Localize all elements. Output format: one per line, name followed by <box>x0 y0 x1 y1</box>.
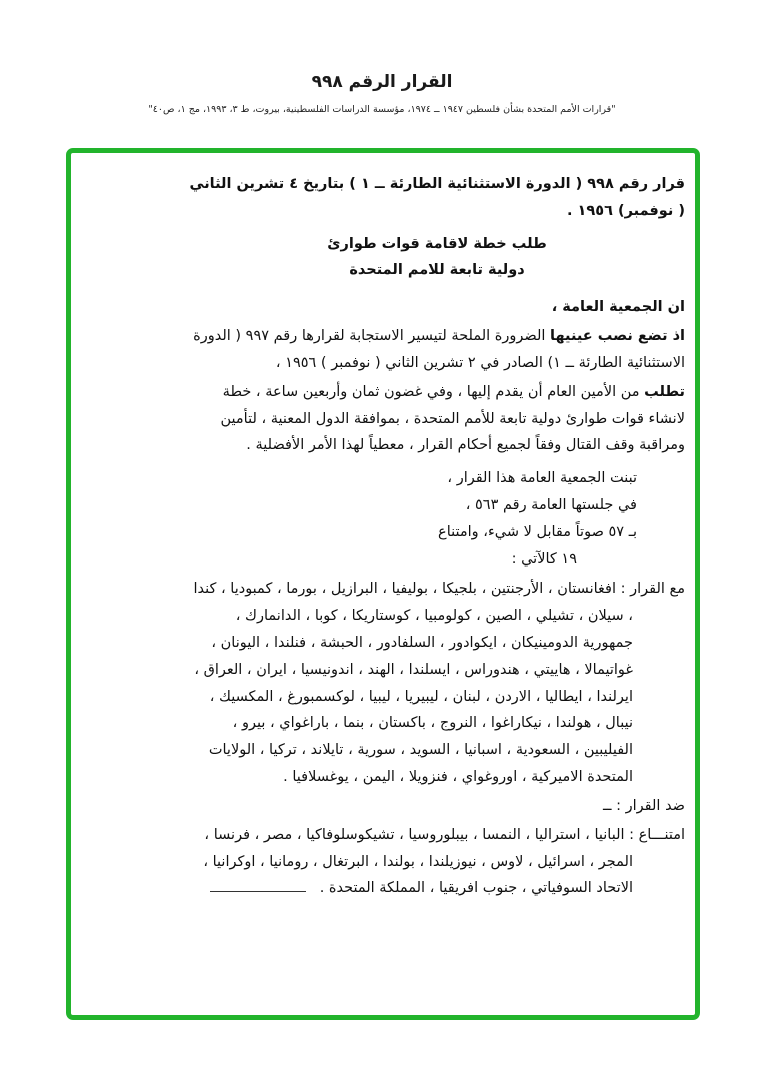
resolution-frame <box>66 148 700 1020</box>
preamble-party: ان الجمعية العامة ، <box>551 299 685 316</box>
resolution-heading: قرار رقم ٩٩٨ ( الدورة الاستثنائية الطارئة ــ ١ ) بتاريخ ٤ تشرين الثاني ( نوفمبر) ١٩٥٦ . <box>189 176 685 219</box>
preamble-clause-lead: اذ تضع نصب عينيها <box>550 328 685 345</box>
adoption-line-1: تبنت الجمعية العامة هذا القرار ، <box>447 470 637 487</box>
vote-abstain-paragraph <box>189 822 685 902</box>
adoption-line-2: في جلستها العامة رقم ٥٦٣ ، <box>465 496 637 513</box>
source-citation: "قرارات الأمم المتحدة بشأن فلسطين ١٩٤٧ ــ ١٩٧٤، مؤسسة الدراسات الفلسطينية، بيروت، ط ٣، ١٩٩٣، مج ١، ص٤٠" <box>148 104 616 115</box>
vote-against-paragraph <box>189 793 685 820</box>
vote-abstain-countries: البانيا ، استراليا ، النمسا ، بيبلوروسيا ، تشيكوسلوفاكيا ، مصر ، فرنسا ، المجر ، اسرائيل ، لاوس ، نيوزيلندا ، بولندا ، البرتغال ، رومانيا ، اوكرانيا ، الاتحاد السوفياتي ، جنوب افريقيا ، المملكة المتحدة . <box>203 826 633 897</box>
preamble-clause <box>189 323 685 377</box>
adoption-line-4: ١٩ كالآتي : <box>511 550 577 567</box>
operative-clause-lead: تطلب <box>644 383 685 400</box>
vote-against-countries: ــ <box>603 797 617 814</box>
resolution-subject <box>189 231 685 285</box>
vote-for-label: مع القرار : <box>620 581 685 598</box>
end-rule <box>210 878 306 892</box>
resolution-body <box>71 153 695 918</box>
vote-for-countries: افغانستان ، الأرجنتين ، بلجيكا ، بوليفيا ، البرازيل ، بورما ، كمبوديا ، كندا ، سيلان ، تشيلي ، الصين ، كولومبيا ، كوستاريكا ، كوبا ، الدانمارك ، جمهورية الدومينيكان ، ايكوادور ، السلفادور ، الحبشة ، فنلندا ، اليونان ، غواتيمالا ، هاييتي ، هندوراس ، ايسلندا ، الهند ، اندونيسيا ، ايران ، العراق ، ايرلندا ، ايطاليا ، الاردن ، لبنان ، ليبيريا ، ليبيا ، لوكسمبورغ ، المكسيك ، نيبال ، هولندا ، نيكاراغوا ، النروج ، باكستان ، بنما ، باراغواي ، بيرو ، الفيليبين ، السعودية ، اسبانيا ، السويد ، سورية ، تايلاند ، تركيا ، الولايات المتحدة الاميركية ، اوروغواي ، فنزويلا ، اليمن ، يوغسلافيا . <box>193 581 633 786</box>
subject-line-2: دولية تابعة للامم المتحدة <box>349 262 525 279</box>
vote-against-label: ضد القرار : <box>616 797 685 814</box>
vote-for-paragraph <box>189 576 685 791</box>
document-header <box>0 72 764 115</box>
operative-clause <box>189 379 685 459</box>
operative-clause-text: من الأمين العام أن يقدم إليها ، وفي غضون ثمان وأربعين ساعة ، خطة لانشاء قوات طوارئ دولية تابعة للأمم المتحدة ، بموافقة الدول المعنية ، لتأمين ومراقبة وقف القتال وفقاً لجميع أحكام القرار ، معطياً لهذا الأمر الأفضلية . <box>220 383 685 454</box>
adoption-block <box>189 465 685 572</box>
adoption-line-3: بـ ٥٧ صوتاً مقابل لا شيء، وامتناع <box>438 523 637 540</box>
preamble-clause-text: الضرورة الملحة لتيسير الاستجابة لقرارها رقم ٩٩٧ ( الدورة الاستثنائية الطارئة ــ ١) الصادر في ٢ تشرين الثاني ( نوفمبر ) ١٩٥٦ ، <box>193 328 685 371</box>
subject-line-1: طلب خطة لاقامة قوات طوارئ <box>327 235 547 252</box>
vote-abstain-label: امتنـــاع : <box>629 826 685 843</box>
page-title: القرار الرقم ٩٩٨ <box>311 72 453 92</box>
